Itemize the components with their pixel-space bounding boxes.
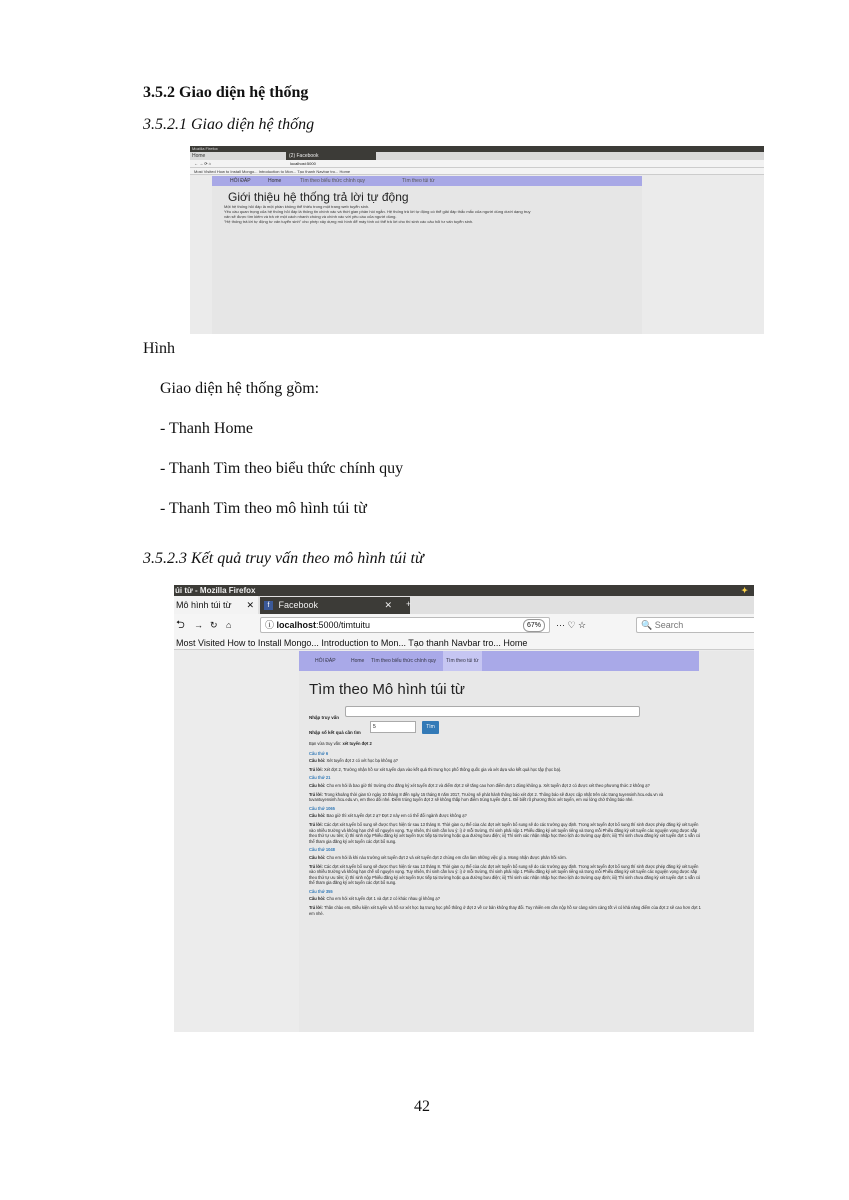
question-label: Câu hỏi: xyxy=(309,854,327,860)
nav-bag-of-words[interactable]: Tìm theo túi từ xyxy=(402,178,435,184)
bullet-item: - Thanh Tìm theo mô hình túi từ xyxy=(160,500,367,517)
answer-label: Trả lời: xyxy=(309,791,324,797)
result-question xyxy=(309,758,704,764)
result-heading[interactable]: Câu thứ 355 xyxy=(309,888,333,894)
bullet-item: - Thanh Home xyxy=(160,420,254,437)
result-heading[interactable]: Câu thứ 1065 xyxy=(309,805,335,811)
close-icon[interactable]: ✕ xyxy=(384,600,392,610)
back-icon[interactable]: ⮌ xyxy=(176,619,185,631)
answer-label: Trả lời: xyxy=(309,863,324,869)
question-text: Bao giờ thì xét tuyển đợt 2 ạ? Đợt 2 này em có thể đổi ngành được không ạ? xyxy=(326,813,467,819)
answer-text: Các đợt xét tuyển bổ sung sẽ được thực hiện từ sau 13 tháng 8. Thời gian cụ thể của các đợt xét tuyển bổ sung sẽ do các trường quy định. Trong xét tuyển đợt bổ sung thí sinh được phép đăng ký xét tuyển vào nhiều trường và không hạn chế số nguyện vọng. Tuy nhiên, thí sinh cần lưu ý: i) ở mỗi trường, thí sinh phải nộp 1 Phiếu đăng ký xét tuyển riêng và trong mỗi Phiếu đăng ký xét tuyển các nguyện vọng được sắp theo thứ tự ưu tiên; ii) thí sinh nộp Phiếu đăng ký xét tuyển trực tiếp tại trường hoặc qua đường bưu điện; iii) Thí sinh xác nhận nhập học theo lịch do trường quy định; iiii) Thí sinh chưa đăng ký xét tuyển đợt 1 vẫn có thể tham gia đăng ký xét tuyển các đợt bổ sung. xyxy=(309,821,701,844)
question-text: Xét tuyển đợt 2 có xét học bạ không ạ? xyxy=(326,758,398,764)
new-tab-icon[interactable]: + xyxy=(406,599,412,609)
question-label: Câu hỏi: xyxy=(309,896,327,902)
nav-brand[interactable]: HỎI ĐÁP xyxy=(230,178,251,184)
tab-facebook[interactable] xyxy=(260,597,410,614)
url-host: localhost xyxy=(276,620,317,630)
result-count-stepper[interactable] xyxy=(370,721,416,733)
answer-text: Thân chào em, Điều kiện xét tuyển và hồ sơ xét học bạ trung học phổ thông ở đợt 2 về cơ bản không thay đổi. Tuy nhiên em cần nộp hồ sơ càng sớm càng tốt vì có khả năng điểm của đợt 2 sẽ cao hơn đợt 1 em nhé. xyxy=(309,905,701,916)
nav-home[interactable]: Home xyxy=(351,658,365,664)
subsection-heading-2: 3.5.2.3 Kết quả truy vấn theo mô hình túi từ xyxy=(143,550,424,567)
tab-bar xyxy=(174,596,754,614)
page-number: 42 xyxy=(414,1098,430,1115)
result-question xyxy=(309,783,704,789)
answer-label: Trả lời: xyxy=(309,766,324,772)
question-text: Cho em hỏi xét tuyển đợt 1 và đợt 2 có khác nhau gì không ạ? xyxy=(326,896,440,902)
tab-bag-of-words[interactable] xyxy=(174,596,258,614)
result-answer xyxy=(309,864,704,886)
home-icon[interactable]: ⌂ xyxy=(226,620,232,630)
result-heading[interactable]: Câu thứ 21 xyxy=(309,775,331,781)
close-icon[interactable]: ✕ xyxy=(246,600,254,610)
page-actions-icon[interactable]: ··· ♡ ☆ xyxy=(556,620,587,630)
url-path: :5000/timtuitu xyxy=(316,620,371,630)
figure-caption: Hình xyxy=(143,340,175,357)
bookmarks-bar: Most Visited How to Install Mongo... Introduction to Mon... Tạo thanh Navbar tro... Home xyxy=(174,636,754,650)
window-titlebar: Mozilla Firefox xyxy=(190,146,764,152)
query-input[interactable] xyxy=(345,706,640,717)
answer-text: Trong khoảng thời gian từ ngày 10 tháng 8 đến ngày 15 tháng 8 năm 2017, Trường sẽ phát hành thông báo xét đợt 2. Thông báo sẽ được cập nhật trên các trang tuyensinh.hcu.edu.vn và tuvantuyensinh.hcu.edu.vn, em theo dõi nhé. Điểm trúng tuyển đợt 2 sẽ không thấp hơn điểm trúng tuyển đợt 1. Để biết rõ phương thức xét tuyển, em vui lòng chờ thông báo nhé. xyxy=(309,791,664,803)
nav-bag-of-words[interactable]: Tìm theo túi từ xyxy=(443,651,482,671)
answer-label: Trả lời: xyxy=(309,905,324,911)
url-field[interactable] xyxy=(260,617,550,633)
nav-regex[interactable]: Tìm theo biểu thức chính quy xyxy=(300,178,366,184)
tab-bar xyxy=(190,152,764,160)
search-button[interactable]: Tìm xyxy=(422,721,439,734)
result-answer xyxy=(309,792,704,803)
search-input[interactable]: 🔍 Search xyxy=(636,617,754,633)
intro-line: Yêu cầu quan trọng của hệ thống hỏi đáp là thông tin chính xác và thời gian phản hồi ngắn. Hệ thống trả lời tự động có thể giải đáp thắc mắc của người dùng dưới dạng truy xyxy=(224,209,531,214)
result-heading[interactable]: Câu thứ 1048 xyxy=(309,847,335,853)
intro-line: "Hệ thống trả lời tự động tư vấn tuyển sinh" cho phép xây dựng mô hình để máy tính có thể trả lời cho thí sinh các câu hỏi tư vấn tuyển sinh. xyxy=(224,219,474,224)
subsection-heading: 3.5.2.1 Giao diện hệ thống xyxy=(143,116,315,133)
intro-text: Giao diện hệ thống gồm: xyxy=(160,380,320,397)
zoom-indicator[interactable]: 67% xyxy=(523,619,545,632)
result-answer xyxy=(309,767,704,773)
info-icon[interactable]: ⓘ xyxy=(265,620,277,630)
result-question xyxy=(309,896,704,902)
tab-label: Facebook xyxy=(278,600,319,610)
window-titlebar xyxy=(174,585,754,596)
page-title: Tìm theo Mô hình túi từ xyxy=(309,681,465,698)
site-navbar xyxy=(212,176,642,186)
result-question xyxy=(309,813,704,819)
nav-home[interactable]: Home xyxy=(268,178,282,184)
question-label: Câu hỏi: xyxy=(309,813,327,819)
site-navbar xyxy=(299,651,699,671)
screenshot-home xyxy=(190,146,764,334)
question-label: Câu hỏi: xyxy=(309,758,327,764)
nav-brand[interactable]: HỎI ĐÁP xyxy=(315,658,336,664)
summary-prefix: Bạn vừa truy vấn: xyxy=(309,741,343,746)
answer-text: Xét đợt 2, Trường nhận hồ sơ xét tuyển dựa vào kết quả thi trung học phổ thông quốc gia và xét dựa vào kết quả học tập (học bạ). xyxy=(323,766,562,772)
navigation-bar xyxy=(190,160,764,168)
system-tray-icon: ✦ xyxy=(741,586,748,595)
reload-icon[interactable]: ↻ xyxy=(210,620,218,630)
tab-facebook[interactable]: (2) Facebook xyxy=(286,152,376,160)
page-content xyxy=(299,651,754,1032)
question-text: Cho em hỏi là khi nào trường xét tuyển đợt 2 và xét tuyển đợt 2 chúng em cần làm những việc gì ạ. Mong nhận được phản hồi sớm. xyxy=(326,854,567,860)
screenshot-results xyxy=(174,585,754,1032)
url-field[interactable]: localhost:5000 xyxy=(290,161,316,166)
result-answer xyxy=(309,905,704,916)
results-list xyxy=(309,741,704,919)
tab-home[interactable]: Home xyxy=(192,153,206,159)
intro-line: vấn sẽ được tìm kiếm và trả về một cách nhanh chóng và chính xác với yêu cầu của người dùng. xyxy=(224,214,397,219)
window-title: úi từ - Mozilla Firefox xyxy=(175,586,256,595)
back-icon[interactable]: ← → ⟳ ⌂ xyxy=(194,161,212,166)
nav-regex[interactable]: Tìm theo biểu thức chính quy xyxy=(371,658,437,664)
result-answer xyxy=(309,822,704,844)
navigation-bar xyxy=(174,614,754,636)
facebook-icon: f xyxy=(264,601,273,610)
count-row xyxy=(309,721,509,735)
answer-label: Trả lời: xyxy=(309,821,324,827)
bullet-item: - Thanh Tìm theo biểu thức chính quy xyxy=(160,460,404,477)
answer-text: Các đợt xét tuyển bổ sung sẽ được thực hiện từ sau 13 tháng 8. Thời gian cụ thể của các đợt xét tuyển bổ sung sẽ do các trường quy định. Trong xét tuyển đợt bổ sung thí sinh được phép đăng ký xét tuyển vào nhiều trường và không hạn chế số nguyện vọng. Tuy nhiên, thí sinh cần lưu ý: i) ở mỗi trường, thí sinh phải nộp 1 Phiếu đăng ký xét tuyển riêng và trong mỗi Phiếu đăng ký xét tuyển các nguyện vọng được sắp theo thứ tự ưu tiên; ii) thí sinh nộp Phiếu đăng ký xét tuyển trực tiếp tại trường hoặc qua đường bưu điện; iii) Thí sinh xác nhận nhập học theo lịch do trường quy định; iiii) Thí sinh chưa đăng ký xét tuyển đợt 1 vẫn có thể tham gia đăng ký xét tuyển các đợt bổ sung. xyxy=(309,863,701,886)
search-placeholder: Search xyxy=(654,620,684,630)
question-label: Câu hỏi: xyxy=(309,782,327,788)
summary-query: xét tuyển đợt 2 xyxy=(342,741,372,746)
count-label: Nhập số kết quả cần tìm xyxy=(309,730,361,735)
query-label: Nhập truy vấn xyxy=(309,715,340,720)
result-heading[interactable]: Câu thứ 6 xyxy=(309,750,329,756)
page-title: Giới thiệu hệ thống trả lời tự động xyxy=(228,190,409,204)
result-question xyxy=(309,855,704,861)
query-summary xyxy=(309,741,704,747)
section-heading: 3.5.2 Giao diện hệ thống xyxy=(143,84,309,101)
bookmarks-bar: Most Visited How to Install Mongo... Introduction to Mon... Tạo thanh Navbar tro... Home xyxy=(190,168,764,175)
intro-line: Một hệ thống hỏi đáp là một phần không thể thiếu trong một trang web tuyển sinh. xyxy=(224,204,370,209)
forward-icon[interactable]: → xyxy=(194,620,203,630)
question-text: Cho em hỏi là bao giờ thì trường cho đăng ký xét tuyển đợt 2 và điểm đợt 2 sẽ tăng cao hơn điểm đợt 1 đúng không ạ. Xét tuyển đợt 2 có được xét theo phương thức 2 không ạ? xyxy=(326,782,650,788)
page-content xyxy=(212,176,642,334)
tab-label: Mô hình túi từ xyxy=(176,600,232,610)
query-row xyxy=(309,706,639,718)
count-value: 5 xyxy=(373,724,376,730)
